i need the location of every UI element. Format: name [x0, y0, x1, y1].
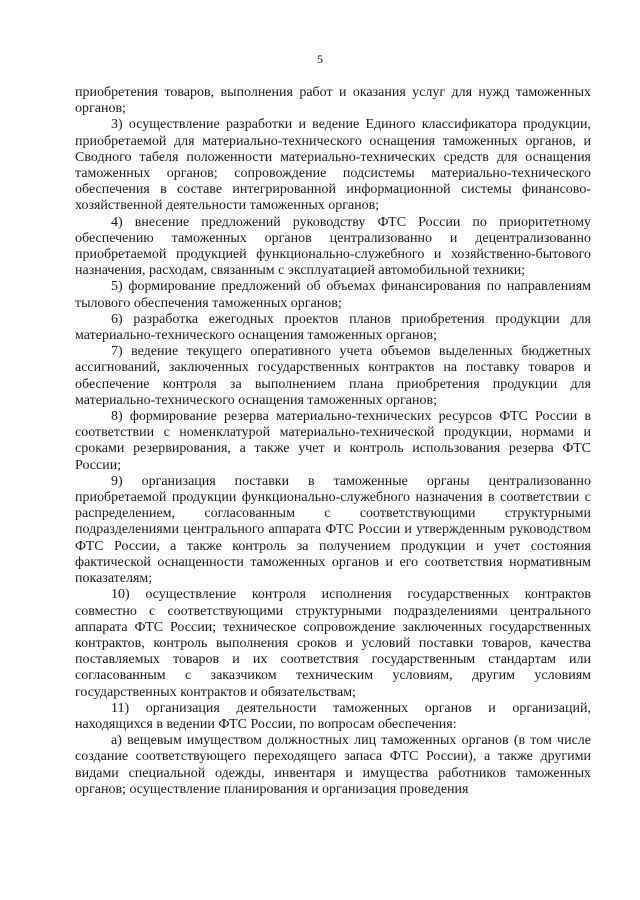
- paragraph-item-3: 3) осуществление разработки и ведение Единого классификатора продукции, приобретаемой для материально-технического оснащения таможенных органов, и Сводного табеля положенности материально-технических средств для оснащения таможенных органов; сопровождение подсистемы материально-технического обеспечения в составе интегрированной информационной системы финансово-хозяйственной деятельности таможенных органов;: [75, 117, 591, 214]
- paragraph-subitem-a: а) вещевым имуществом должностных лиц таможенных органов (в том числе создание соответствующего переходящего запаса ФТС России), а также другими видами специальной одежды, инвентаря и имущества работников таможенных органов; осуществление планирования и организация проведения: [75, 733, 591, 797]
- paragraph-item-11: 11) организация деятельности таможенных органов и организаций, находящихся в ведении ФТС России, по вопросам обеспечения:: [75, 700, 591, 732]
- paragraph-item-10: 10) осуществление контроля исполнения государственных контрактов совместно с соответствующими структурными подразделениями центрального аппарата ФТС России; техническое сопровождение заключенных государственных контрактов, контроль выполнения сроков и условий поставки товаров, качества поставляемых товаров и их соответствия государственным стандартам или согласованным с заказчиком техническим условиям, другим условиям государственных контрактов и обязательствам;: [75, 587, 591, 700]
- paragraph-item-7: 7) ведение текущего оперативного учета объемов выделенных бюджетных ассигнований, заключенных государственных контрактов на поставку товаров и обеспечение контроля за выполнением плана приобретения продукции для материально-технического оснащения таможенных органов;: [75, 344, 591, 408]
- paragraph-item-9: 9) организация поставки в таможенные органы централизованно приобретаемой продукции функционально-служебного назначения в соответствии с распределением, согласованным с соответствующими структурными подразделениями центрального аппарата ФТС России и утвержденным руководством ФТС России, а также контроль за получением продукции и учет состояния фактической оснащенности таможенных органов и его соответствия нормативным показателям;: [75, 473, 591, 587]
- paragraph-item-8: 8) формирование резерва материально-технических ресурсов ФТС России в соответствии с номенклатурой материально-технической продукции, нормами и сроками резервирования, а также учет и контроль использования резерва ФТС России;: [75, 409, 591, 473]
- paragraph-continuation: приобретения товаров, выполнения работ и оказания услуг для нужд таможенных органов;: [75, 85, 591, 117]
- paragraph-item-5: 5) формирование предложений об объемах финансирования по направлениям тылового обеспечения таможенных органов;: [75, 279, 591, 311]
- paragraph-item-4: 4) внесение предложений руководству ФТС России по приоритетному обеспечению таможенных органов централизованно и децентрализованно приобретаемой продукцией функционально-служебного и хозяйственно-бытового назначения, расходам, связанным с эксплуатацией автомобильной техники;: [75, 214, 591, 279]
- paragraph-item-6: 6) разработка ежегодных проектов планов приобретения продукции для материально-технического оснащения таможенных органов;: [75, 311, 591, 344]
- body-text: [75, 85, 591, 798]
- page-number: 5: [317, 52, 323, 66]
